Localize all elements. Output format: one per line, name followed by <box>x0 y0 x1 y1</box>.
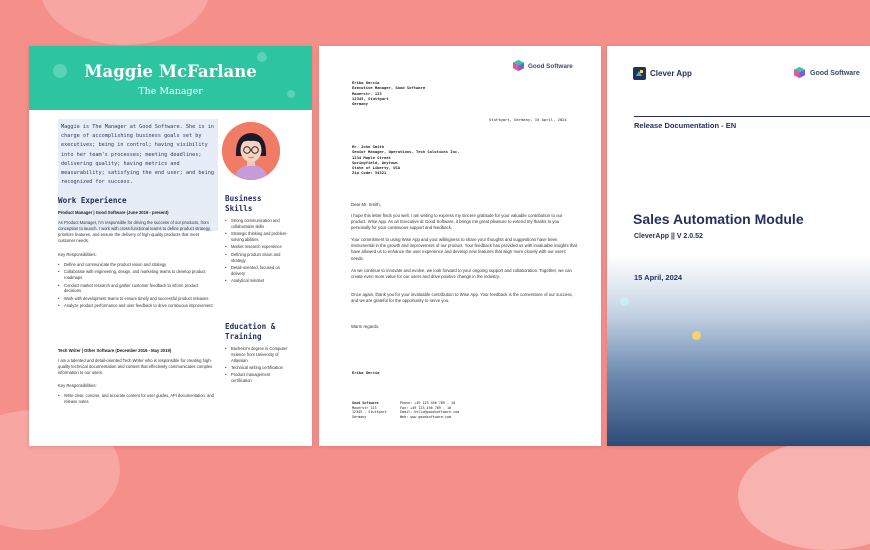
letter-greeting: Dear Mr. Smith, <box>351 202 381 207</box>
job-description: I am a talented and detail-oriented Tech Writer who is responsible for creating high-quality technical documentation and content that effectively communicates complex information to our users. <box>58 358 213 376</box>
letter-brand-name: Good Software <box>528 63 573 70</box>
list-item: • Collaborate with engineering, design, and marketing teams to develop product roadmaps <box>58 269 216 281</box>
education-list <box>225 346 289 386</box>
resume-summary: Maggie is The Manager at Good Software. She is in charge of accomplishing business goals set by executives; being in control; having visibility into her team's processes; meeting deadlines; delivering quality; having metrics and measurability; satisfying the end user; and being recognized for success. <box>58 119 218 231</box>
footer-line: Phone: +49 123 456 789 - 10 <box>400 401 456 405</box>
letter-footer-contact <box>400 401 459 419</box>
decor-bubble <box>257 52 267 62</box>
background-blob <box>40 0 210 45</box>
good-software-logo-icon <box>513 60 524 71</box>
avatar <box>222 122 280 180</box>
letter-paragraph: As we continue to innovate and evolve, we look forward to your ongoing support and collaboration. Together, we can create even more value for our users and drive positive change in the industry. <box>351 268 572 280</box>
list-item: • Bachelor's degree in Computer Science from University of Atlassian <box>225 346 289 364</box>
recipient-line: Mr. John Smith <box>352 144 385 149</box>
sender-line: 12345, Stuttgart <box>352 95 389 101</box>
responsibility-list <box>58 393 216 406</box>
resume-role: The Manager <box>138 86 203 97</box>
letter-paragraph: Once again, thank you for your invaluable contribution to Wise App. Your feedback is the cornerstone of our success, and we are grateful for the opportunity to serve you. <box>351 292 573 304</box>
clever-app-logo-icon <box>633 67 646 80</box>
sender-line: Executive Manager, Good Software <box>352 85 426 91</box>
skills-list <box>225 218 289 285</box>
business-skills-heading: Business Skills <box>225 194 262 213</box>
letter-date: Stuttgart, Germany, 15 April, 2024 <box>489 117 567 122</box>
cover-brand-name: Good Software <box>810 70 860 77</box>
footer-line: Mauerstr 123 <box>352 405 377 410</box>
document-title: Sales Automation Module <box>633 211 804 227</box>
list-item: • Analyze product performance and user feedback to drive continuous improvement <box>58 303 216 309</box>
letter-signature: Erika Gercia <box>352 370 380 375</box>
list-item: • Market research experience <box>225 244 289 250</box>
list-item: • Technical writing certification <box>225 365 289 371</box>
recipient-line: Springfield, Anytown <box>352 159 398 165</box>
job-title: Tech Writer | Other Software (December 2016 - May 2019) <box>58 348 172 353</box>
list-item: • Conduct market research and gather customer feedback to inform product decisions <box>58 283 216 295</box>
footer-line: Germany <box>352 414 367 419</box>
clever-app-name: Clever App <box>650 69 692 78</box>
recipient-address <box>352 144 459 176</box>
sender-line: Germany <box>352 101 369 107</box>
resume-name: Maggie McFarlane <box>84 62 257 81</box>
letter-paragraph: Your commitment to using Wise App and your willingness to share your thoughts and suggestions have been instrumental in the growth and improvement of our product. Your feedback has provided us with invaluable insights that have allowed us to enhance the user experience and develop new features that align more closely with our users' needs. <box>351 237 577 261</box>
cover-letter-document <box>319 46 601 446</box>
recipient-line: Zip Code: 54321 <box>352 170 387 176</box>
footer-line: Email: hello@goodsoftware.com <box>400 410 460 414</box>
list-item: • Defining product vision and strategy <box>225 252 289 264</box>
list-item: • Strong communication and collaboration skills <box>225 218 289 230</box>
divider <box>634 116 870 117</box>
letter-closing: Warm regards, <box>351 324 380 329</box>
responsibility-list <box>58 262 216 310</box>
decor-dot-blue <box>620 297 629 306</box>
footer-line: Good Software <box>352 401 379 405</box>
background-blob <box>738 440 870 550</box>
recipient-line: State of Liberty, USA <box>352 165 401 171</box>
job-description: As Product Manager, I'm responsible for driving the success of our products, from conception to launch. I work with cross-functional teams to define product strategy, prioritize features, and ensure the delivery of high-quality products that meet customer needs. <box>58 220 211 244</box>
footer-line: 12345 - Stuttgart <box>352 410 387 414</box>
sender-line: Mauerstr. 123 <box>352 90 382 96</box>
decor-dot-yellow <box>692 331 701 340</box>
release-documentation-cover <box>607 46 870 446</box>
list-item: • Strategic thinking and problem-solving abilities <box>225 231 289 243</box>
list-item: • Define and communicate the product vision and strategy <box>58 262 216 268</box>
resume-header <box>29 46 312 110</box>
education-heading: Education & Training <box>225 322 276 341</box>
job-title: Product Manager | Good Software (June 2019 - present) <box>58 210 169 215</box>
footer-line: Web: www.goodsoftware.com <box>400 414 452 419</box>
sender-line: Erika Gercia <box>352 80 380 85</box>
letter-footer-company <box>352 401 387 419</box>
list-item: • Product management certification <box>225 372 289 384</box>
avatar-illustration <box>222 122 280 180</box>
document-date: 15 April, 2024 <box>634 273 683 282</box>
document-type: Release Documentation - EN <box>634 121 737 130</box>
list-item: • Write clear, concise, and accurate content for user guides, API documentation, and release notes <box>58 393 216 405</box>
letter-paragraph: I hope this letter finds you well. I am writing to express my sincere gratitude for your valuable contribution to our product, Wise App. As an Executive at Good Software, it brings me great pleasure to extend my thanks to you personally for your continuous support and feedback. <box>351 213 563 231</box>
document-version: CleverApp || V 2.0.52 <box>634 233 703 240</box>
key-responsibilities-label: Key Responsibilities: <box>58 252 97 257</box>
list-item: • Analytical mindset <box>225 278 289 284</box>
resume-document <box>29 46 312 446</box>
good-software-logo-icon <box>794 67 805 78</box>
recipient-line: Senior Manager, Operations, Tech Solutions Inc. <box>352 149 460 155</box>
key-responsibilities-label: Key Responsibilities: <box>58 383 97 388</box>
footer-line: Fax: +49 123 456 789 - 10 <box>400 405 452 410</box>
recipient-line: 1234 Maple Street <box>352 154 391 160</box>
list-item: • Detail-oriented, focused on delivery <box>225 265 289 277</box>
list-item: • Work with development teams to ensure timely and successful product releases <box>58 296 216 302</box>
sender-address <box>352 80 425 106</box>
work-experience-heading: Work Experience <box>58 196 127 205</box>
